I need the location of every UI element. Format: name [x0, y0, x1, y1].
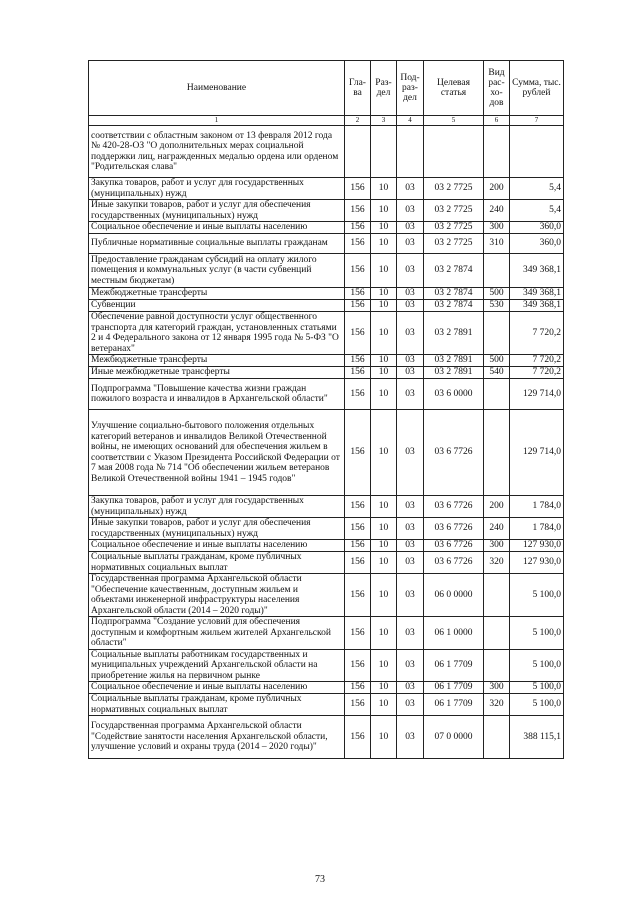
cell-chapter: 156: [345, 574, 371, 617]
cell-chapter: 156: [345, 254, 371, 288]
cell-expense-type: 240: [484, 518, 510, 540]
cell-sum: 349 368,1: [510, 288, 564, 300]
cell-sum: 1 784,0: [510, 518, 564, 540]
cell-name: Межбюджетные трансферты: [89, 288, 345, 300]
cell-sum: 1 784,0: [510, 496, 564, 518]
cell-subsection: 03: [397, 410, 424, 496]
cell-expense-type: [484, 126, 510, 178]
table-row: [89, 300, 564, 312]
cell-chapter: 156: [345, 222, 371, 234]
table-body: [89, 126, 564, 759]
cell-name: Улучшение социально-бытового положения отдельных категорий ветеранов и инвалидов Великой Отечественной войны, не имеющих оснований для обеспечения жильем в соответствии с Указом Президента Российской Федерации от 7 мая 2008 года № 714 "Об обеспечении жильем ветеранов Великой Отечественной войны 1941 – 1945 годов": [89, 410, 345, 496]
cell-sum: 5 100,0: [510, 617, 564, 650]
cell-subsection: 03: [397, 200, 424, 222]
cell-subsection: 03: [397, 694, 424, 716]
cell-sum: 5,4: [510, 200, 564, 222]
cell-expense-type: 300: [484, 540, 510, 552]
cell-expense-type: 240: [484, 200, 510, 222]
cell-target-article: 06 0 0000: [424, 574, 484, 617]
table-row: [89, 288, 564, 300]
cell-expense-type: [484, 716, 510, 759]
cell-target-article: 03 6 7726: [424, 496, 484, 518]
cell-subsection: 03: [397, 496, 424, 518]
cell-target-article: 06 1 0000: [424, 617, 484, 650]
cell-target-article: 03 2 7874: [424, 254, 484, 288]
cell-chapter: 156: [345, 234, 371, 254]
table-row: [89, 716, 564, 759]
cell-target-article: 03 2 7725: [424, 234, 484, 254]
cell-chapter: 156: [345, 312, 371, 355]
cell-chapter: 156: [345, 379, 371, 410]
cell-subsection: 03: [397, 234, 424, 254]
cell-section: 10: [371, 552, 397, 574]
cell-subsection: 03: [397, 254, 424, 288]
table-row: [89, 649, 564, 682]
cell-target-article: 03 2 7874: [424, 288, 484, 300]
table-row: [89, 379, 564, 410]
cell-sum: 349 368,1: [510, 254, 564, 288]
cell-expense-type: [484, 312, 510, 355]
table-row: [89, 234, 564, 254]
header-chapter: Гла-ва: [345, 61, 371, 116]
cell-subsection: 03: [397, 716, 424, 759]
cell-name: Социальное обеспечение и иные выплаты населению: [89, 222, 345, 234]
cell-section: 10: [371, 574, 397, 617]
header-row: [89, 61, 564, 116]
cell-target-article: 03 2 7725: [424, 222, 484, 234]
cell-chapter: 156: [345, 540, 371, 552]
cell-target-article: 03 2 7891: [424, 367, 484, 379]
cell-subsection: 03: [397, 300, 424, 312]
cell-chapter: 156: [345, 552, 371, 574]
cell-name: Социальные выплаты работникам государственных и муниципальных учреждений Архангельской области на приобретение жилья на первичном рынке: [89, 649, 345, 682]
cell-sum: 7 720,2: [510, 312, 564, 355]
table-row: [89, 496, 564, 518]
cell-sum: 5,4: [510, 178, 564, 200]
cell-section: 10: [371, 300, 397, 312]
cell-expense-type: [484, 574, 510, 617]
cell-name: Закупка товаров, работ и услуг для государственных (муниципальных) нужд: [89, 178, 345, 200]
cell-section: 10: [371, 410, 397, 496]
cell-name: Межбюджетные трансферты: [89, 355, 345, 367]
cell-sum: 127 930,0: [510, 540, 564, 552]
cell-section: 10: [371, 178, 397, 200]
cell-sum: 129 714,0: [510, 379, 564, 410]
cell-expense-type: 500: [484, 288, 510, 300]
cell-target-article: 03 6 7726: [424, 552, 484, 574]
cell-target-article: 06 1 7709: [424, 682, 484, 694]
cell-target-article: 03 2 7725: [424, 200, 484, 222]
cell-sum: 349 368,1: [510, 300, 564, 312]
cell-subsection: 03: [397, 649, 424, 682]
cell-chapter: 156: [345, 410, 371, 496]
cell-target-article: 03 2 7725: [424, 178, 484, 200]
header-target-article: Целевая статья: [424, 61, 484, 116]
cell-expense-type: 300: [484, 222, 510, 234]
cell-chapter: 156: [345, 367, 371, 379]
cell-target-article: 06 1 7709: [424, 649, 484, 682]
cell-sum: 7 720,2: [510, 355, 564, 367]
cell-expense-type: 200: [484, 496, 510, 518]
cell-target-article: 03 6 0000: [424, 379, 484, 410]
cell-name: Государственная программа Архангельской области "Обеспечение качественным, доступным жильем и объектами инженерной инфраструктуры населения Архангельской области (2014 – 2020 годы)": [89, 574, 345, 617]
table-row: [89, 254, 564, 288]
cell-subsection: 03: [397, 178, 424, 200]
budget-table: [88, 60, 564, 759]
cell-expense-type: [484, 410, 510, 496]
cell-name: Подпрограмма "Создание условий для обеспечения доступным и комфортным жильем жителей Архангельской области": [89, 617, 345, 650]
cell-section: 10: [371, 200, 397, 222]
header-subsection: Под-раз-дел: [397, 61, 424, 116]
cell-section: 10: [371, 496, 397, 518]
cell-subsection: 03: [397, 617, 424, 650]
header-number: 7: [510, 116, 564, 126]
table-row: [89, 694, 564, 716]
cell-chapter: [345, 126, 371, 178]
cell-subsection: 03: [397, 367, 424, 379]
table-row: [89, 410, 564, 496]
page-number: 73: [315, 874, 325, 885]
cell-name: Закупка товаров, работ и услуг для государственных (муниципальных) нужд: [89, 496, 345, 518]
cell-section: 10: [371, 312, 397, 355]
cell-name: Предоставление гражданам субсидий на оплату жилого помещения и коммунальных услуг (в части субвенций местным бюджетам): [89, 254, 345, 288]
header-section: Раз-дел: [371, 61, 397, 116]
cell-section: 10: [371, 694, 397, 716]
cell-name: Социальное обеспечение и иные выплаты населению: [89, 540, 345, 552]
cell-section: [371, 126, 397, 178]
cell-section: 10: [371, 649, 397, 682]
cell-expense-type: 300: [484, 682, 510, 694]
cell-subsection: 03: [397, 540, 424, 552]
cell-subsection: 03: [397, 312, 424, 355]
header-expense-type: Вид рас-хо-дов: [484, 61, 510, 116]
cell-target-article: 03 2 7891: [424, 312, 484, 355]
cell-subsection: 03: [397, 222, 424, 234]
cell-sum: 360,0: [510, 222, 564, 234]
cell-sum: [510, 126, 564, 178]
cell-name: Государственная программа Архангельской области "Содействие занятости населения Архангельской области, улучшение условий и охраны труда (2014 – 2020 годы)": [89, 716, 345, 759]
cell-sum: 129 714,0: [510, 410, 564, 496]
cell-subsection: 03: [397, 574, 424, 617]
table-row: [89, 200, 564, 222]
cell-subsection: 03: [397, 288, 424, 300]
table-row: [89, 222, 564, 234]
cell-chapter: 156: [345, 694, 371, 716]
cell-section: 10: [371, 518, 397, 540]
cell-expense-type: 540: [484, 367, 510, 379]
cell-name: Иные закупки товаров, работ и услуг для обеспечения государственных (муниципальных) нужд: [89, 200, 345, 222]
header-number: 6: [484, 116, 510, 126]
cell-sum: 7 720,2: [510, 367, 564, 379]
cell-subsection: 03: [397, 552, 424, 574]
cell-target-article: 07 0 0000: [424, 716, 484, 759]
cell-name: Субвенции: [89, 300, 345, 312]
table-row: [89, 367, 564, 379]
header-sum: Сумма, тыс. рублей: [510, 61, 564, 116]
header-name: Наименование: [89, 61, 345, 116]
cell-expense-type: [484, 617, 510, 650]
cell-subsection: 03: [397, 682, 424, 694]
table-row: [89, 178, 564, 200]
header-number-row: [89, 116, 564, 126]
cell-name: Публичные нормативные социальные выплаты гражданам: [89, 234, 345, 254]
cell-expense-type: [484, 379, 510, 410]
cell-target-article: 03 6 7726: [424, 410, 484, 496]
cell-sum: 5 100,0: [510, 649, 564, 682]
table-row: [89, 552, 564, 574]
cell-sum: 127 930,0: [510, 552, 564, 574]
cell-subsection: 03: [397, 379, 424, 410]
cell-chapter: 156: [345, 300, 371, 312]
cell-section: 10: [371, 355, 397, 367]
cell-name: Подпрограмма "Повышение качества жизни граждан пожилого возраста и инвалидов в Архангельской области": [89, 379, 345, 410]
header-number: 5: [424, 116, 484, 126]
cell-expense-type: 320: [484, 552, 510, 574]
cell-section: 10: [371, 379, 397, 410]
cell-chapter: 156: [345, 178, 371, 200]
table-row: [89, 518, 564, 540]
cell-sum: 388 115,1: [510, 716, 564, 759]
cell-name: соответствии с областным законом от 13 февраля 2012 года № 420-28-ОЗ "О дополнительных мерах социальной поддержки лиц, награжденных медалью ордена или орденом "Родительская слава": [89, 126, 345, 178]
cell-target-article: 06 1 7709: [424, 694, 484, 716]
cell-subsection: [397, 126, 424, 178]
cell-name: Иные закупки товаров, работ и услуг для обеспечения государственных (муниципальных) нужд: [89, 518, 345, 540]
cell-chapter: 156: [345, 518, 371, 540]
cell-section: 10: [371, 617, 397, 650]
cell-expense-type: 320: [484, 694, 510, 716]
cell-name: Обеспечение равной доступности услуг общественного транспорта для категорий граждан, установленных статьями 2 и 4 Федерального закона от 12 января 1995 года № 5-ФЗ "О ветеранах": [89, 312, 345, 355]
cell-chapter: 156: [345, 617, 371, 650]
header-number: 3: [371, 116, 397, 126]
cell-expense-type: [484, 254, 510, 288]
table-row: [89, 574, 564, 617]
cell-chapter: 156: [345, 200, 371, 222]
cell-section: 10: [371, 234, 397, 254]
cell-section: 10: [371, 682, 397, 694]
cell-chapter: 156: [345, 355, 371, 367]
table-row: [89, 312, 564, 355]
table-row: [89, 355, 564, 367]
cell-expense-type: 530: [484, 300, 510, 312]
cell-subsection: 03: [397, 518, 424, 540]
cell-target-article: 03 2 7874: [424, 300, 484, 312]
cell-chapter: 156: [345, 716, 371, 759]
cell-section: 10: [371, 288, 397, 300]
cell-subsection: 03: [397, 355, 424, 367]
cell-name: Социальные выплаты гражданам, кроме публичных нормативных социальных выплат: [89, 694, 345, 716]
header-number: 2: [345, 116, 371, 126]
cell-section: 10: [371, 716, 397, 759]
table-row: [89, 682, 564, 694]
cell-section: 10: [371, 367, 397, 379]
cell-expense-type: 500: [484, 355, 510, 367]
cell-section: 10: [371, 254, 397, 288]
table-row: [89, 617, 564, 650]
cell-expense-type: 200: [484, 178, 510, 200]
cell-section: 10: [371, 540, 397, 552]
table-row: [89, 540, 564, 552]
cell-name: Иные межбюджетные трансферты: [89, 367, 345, 379]
cell-chapter: 156: [345, 288, 371, 300]
cell-name: Социальное обеспечение и иные выплаты населению: [89, 682, 345, 694]
cell-chapter: 156: [345, 496, 371, 518]
header-number: 4: [397, 116, 424, 126]
cell-expense-type: 310: [484, 234, 510, 254]
cell-target-article: 03 6 7726: [424, 540, 484, 552]
cell-chapter: 156: [345, 649, 371, 682]
cell-sum: 5 100,0: [510, 574, 564, 617]
cell-target-article: 03 6 7726: [424, 518, 484, 540]
cell-chapter: 156: [345, 682, 371, 694]
header-number: 1: [89, 116, 345, 126]
cell-target-article: [424, 126, 484, 178]
table-row: [89, 126, 564, 178]
cell-sum: 360,0: [510, 234, 564, 254]
cell-name: Социальные выплаты гражданам, кроме публичных нормативных социальных выплат: [89, 552, 345, 574]
cell-section: 10: [371, 222, 397, 234]
cell-expense-type: [484, 649, 510, 682]
cell-target-article: 03 2 7891: [424, 355, 484, 367]
cell-sum: 5 100,0: [510, 682, 564, 694]
cell-sum: 5 100,0: [510, 694, 564, 716]
